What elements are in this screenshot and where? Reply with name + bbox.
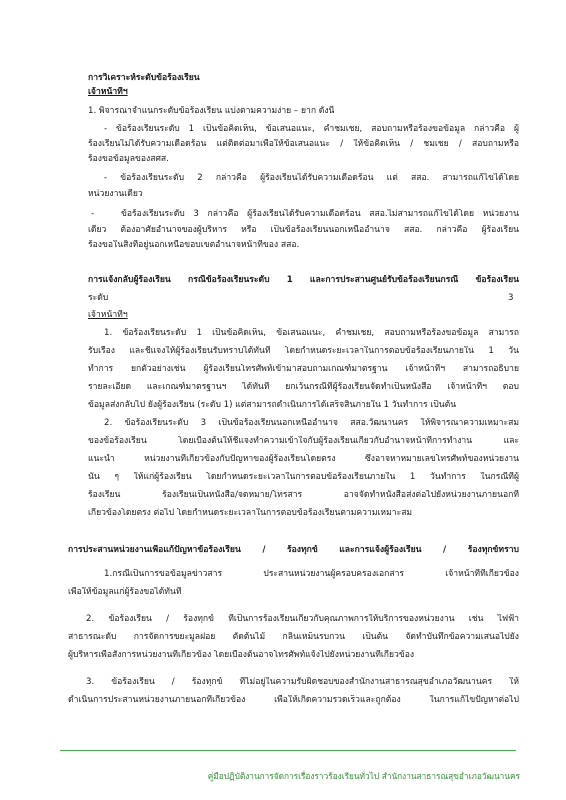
section2-line: รายละเอียด และเกณฑ์มาตรฐานฯ ได้ทันที ยกเว้นกรณีที่ผู้ร้องเรียนจัดทำเป็นหนังสือ เจ้าหน้าที่ฯ ตอบ <box>88 382 519 392</box>
section3-line: 2. ข้อร้องเรียน / ร้องทุกข์ ที่เป็นการร้องเรียนเกี่ยวกับคุณภาพการให้บริการของหน่วยงาน เช่น ไฟฟ้า <box>86 614 519 624</box>
section1-line: หน่วยงานเดียว <box>88 189 143 199</box>
section2-line: ทำการ ยกตัวอย่างเช่น ผู้ร้องเรียนโทรศัพท์เข้ามาสอบถามเกณฑ์มาตรฐาน เจ้าหน้าที่ฯ สามารถอธิบาย <box>88 364 519 374</box>
section3-line: 1.กรณีเป็นการขอข้อมูลข่าวสาร ประสานหน่วยงานผู้ครอบครองเอกสาร เจ้าหน้าที่ที่เกี่ยวข้อง <box>104 569 519 579</box>
section1-line: เดียว ต้องอาศัยอำนาจของผู้บริหาร หรือ เป็นข้อร้องเรียนนอกเหนืออำนาจ สสอ. กล่าวคือ ผู้ร้องเรียน <box>88 225 519 235</box>
section2-heading: การแจ้งกลับผู้ร้องเรียน กรณีข้อร้องเรียนระดับ 1 และการประสานศูนย์รับข้อร้องเรียนกรณี ข้อร้องเรียน <box>88 275 519 285</box>
section2-line: 1. ข้อร้องเรียนระดับ 1 เป็นข้อคิดเห็น, ข้อเสนอแนะ, คำชมเชย, สอบถามหรือร้องขอข้อมูล สามารถ <box>104 328 519 338</box>
section2-line: ข้อมูลส่งกลับไป ยังผู้ร้องเรียน (ระดับ 1) แต่สามารถดำเนินการได้เสร็จสิ้นภายใน 1 วันทำการ เป็นต้น <box>88 400 457 410</box>
section1-heading: การวิเคราะห์ระดับข้อร้องเรียน <box>88 73 200 83</box>
section3-line: เพื่อให้ข้อมูลแก่ผู้ร้องขอได้ทันที <box>68 587 182 597</box>
section2-line: รับเรื่อง และชี้แจงให้ผู้ร้องเรียนรับทราบได้ทันที โดยกำหนดระยะเวลาในการตอบข้อร้องเรียนภายใน 1 วัน <box>88 346 519 356</box>
section1-subheading: เจ้าหน้าที่ฯ <box>88 87 128 97</box>
section1-line: ร้องขอในสิ่งที่อยู่นอกเหนือขอบเขตอำนาจหน้าที่ของ สสอ. <box>88 240 300 250</box>
section2-subheading: เจ้าหน้าที่ฯ <box>88 310 128 320</box>
section1-line: ข้อร้องเรียนระดับ 3 กล่าวคือ ผู้ร้องเรียนได้รับความเดือดร้อน สสอ.ไม่สามารถแก้ไขได้โดย หน่วยงาน <box>121 209 519 219</box>
section3-line: 3. ข้อร้องเรียน / ร้องทุกข์ ที่ไม่อยู่ในความรับผิดชอบของสำนักงานสาธารณสุขอำเภอวัฒนานคร ให้ <box>86 677 519 687</box>
section1-line: ร้องเรียนไม่ได้รับความเดือดร้อน แต่ติดต่อมาเพื่อให้ข้อเสนอแนะ / ให้ข้อคิดเห็น / ชมเชย / สอบถามหรือ <box>88 139 519 149</box>
footer-text: คู่มือปฏิบัติงานการจัดการเรื่องราวร้องเรียนทั่วไป สำนักงานสาธารณสุขอำเภอวัฒนานคร <box>207 771 520 781</box>
section2-heading-number: 3 <box>508 293 514 303</box>
section2-line: 2. ข้อร้องเรียนระดับ 3 เป็นข้อร้องเรียนนอกเหนืออำนาจ สสอ.วัฒนานคร ให้พิจารณาความเหมาะสม <box>104 418 519 428</box>
section2-line: ร้องเรียน ร้องเรียนเป็นหนังสือ/จดหมาย/โทรสาร อาจจัดทำหนังสือส่งต่อไปยังหน่วยงานภายนอกที่ <box>88 490 519 500</box>
dash-marker: - <box>91 209 95 219</box>
section3-line: ดำเนินการประสานหน่วยงานภายนอกที่เกี่ยวข้อง เพื่อให้เกิดความรวดเร็วและถูกต้อง ในการแก้ไขปัญหาต่อไป <box>68 695 519 705</box>
section3-line: สาธารณะดับ การจัดการขยะมูลฝอย ตัดต้นไม้ กลิ่นเหม็นรบกวน เป็นต้น จัดทำบันทึกข้อความเสนอไปยัง <box>68 632 519 642</box>
section2-heading-cont: ระดับ <box>88 293 109 303</box>
section2-line: นั้น ๆ ให้แก่ผู้ร้องเรียน โดยกำหนดระยะเวลาในการตอบข้อร้องเรียนภายใน 1 วันทำการ ในกรณีที่ผู้ <box>88 472 519 482</box>
section1-line: 1. พิจารณาจำแนกระดับข้อร้องเรียน แบ่งตามความง่าย – ยาก ดังนี้ <box>88 106 335 116</box>
section1-line: ร้องขอข้อมูลของสศส. <box>88 154 169 164</box>
section1-line: - ข้อร้องเรียนระดับ 2 กล่าวคือ ผู้ร้องเรียนได้รับความเดือดร้อน แต่ สสอ. สามารถแก้ไขได้โดย <box>104 173 519 183</box>
section3-line: ผู้บริหารเพื่อสั่งการหน่วยงานที่เกี่ยวข้อง โดยเบื้องต้นอาจโทรศัพท์แจ้งไปยังหน่วยงานที่เกี่ยวข้อง <box>68 650 415 660</box>
section1-line: - ข้อร้องเรียนระดับ 1 เป็นข้อคิดเห็น, ข้อเสนอแนะ, คำชมเชย, สอบถามหรือร้องขอข้อมูล กล่าวคือ ผู้ <box>104 124 519 134</box>
section2-line: เกี่ยวข้องโดยตรง ต่อไป โดยกำหนดระยะเวลาในการตอบข้อร้องเรียนตามความเหมาะสม <box>88 508 413 518</box>
section2-line: ของข้อร้องเรียน โดยเบื้องต้นให้ชี้แจงทำความเข้าใจกับผู้ร้องเรียนเกี่ยวกับอำนาจหน้าที่การทำงาน และ <box>88 436 519 446</box>
section3-heading: การประสานหน่วยงานเพื่อแก้ปัญหาข้อร้องเรียน / ร้องทุกข์ และการแจ้งผู้ร้องเรียน / ร้องทุกข์ทราบ <box>68 545 519 555</box>
footer-rule <box>60 750 516 751</box>
section2-line: แนะนำ หน่วยงานที่เกี่ยวข้องกับปัญหาของผู้ร้องเรียนโดยตรง ซึ่งอาจหาหมายเลขโทรศัพท์ของหน่วยงาน <box>88 454 519 464</box>
